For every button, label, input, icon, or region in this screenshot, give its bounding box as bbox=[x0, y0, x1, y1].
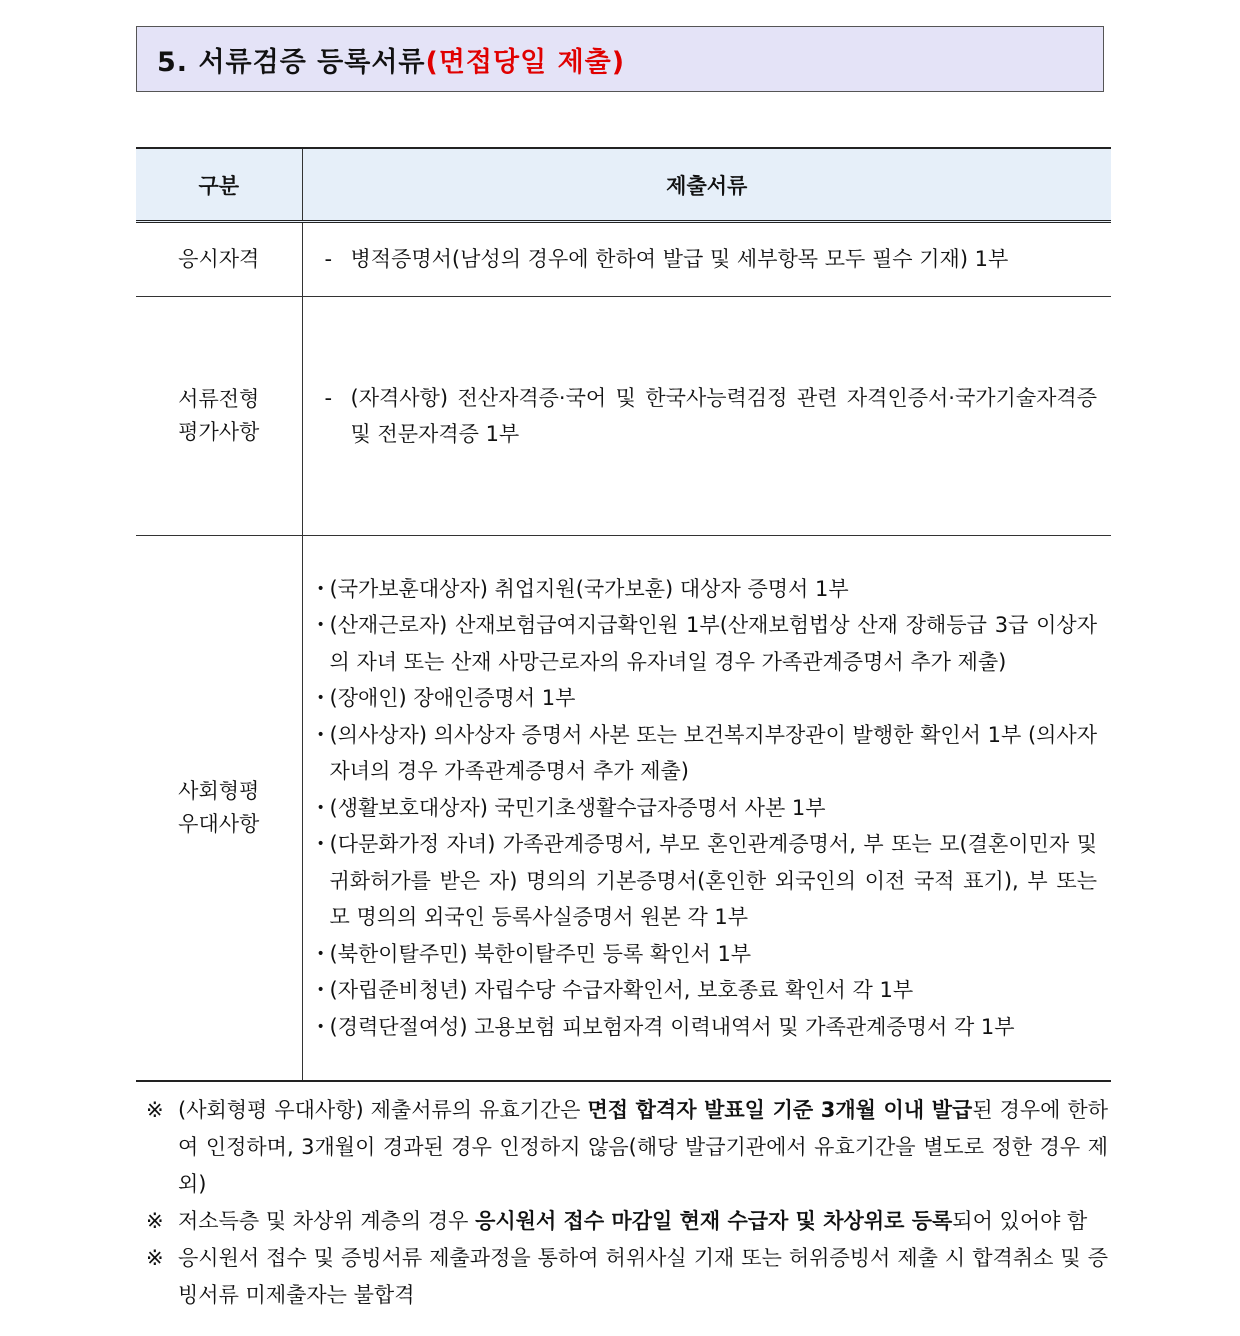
row-category: 사회형평 우대사항 bbox=[136, 536, 302, 1081]
row-category: 서류전형 평가사항 bbox=[136, 297, 302, 536]
row-category: 응시자격 bbox=[136, 222, 302, 297]
bullet-icon: • bbox=[316, 726, 325, 743]
list-item: • (다문화가정 자녀) 가족관계증명서, 부모 혼인관계증명서, 부 또는 모(결혼이민자 및 귀화허가를 받은 자) 명의의 기본증명서(혼인한 외국인의 이전 국적 표기), 부 또는 모 명의의 외국인 등록사실증명서 원본 각 1부 bbox=[317, 826, 1098, 936]
reference-mark-icon: ※ bbox=[146, 1209, 164, 1233]
list-item: - (자격사항) 전산자격증·국어 및 한국사능력검정 관련 자격인증서·국가기술자격증 및 전문자격증 1부 bbox=[324, 385, 1097, 446]
header-documents: 제출서류 bbox=[302, 148, 1111, 222]
row-content bbox=[302, 222, 1111, 297]
reference-mark-icon: ※ bbox=[146, 1246, 164, 1270]
note-1: ※ (사회형평 우대사항) 제출서류의 유효기간은 면접 합격자 발표일 기준 3개월 이내 발급된 경우에 한하여 인정하며, 3개월이 경과된 경우 인정하지 않음(해당 발급기관에서 유효기간을 별도로 정한 경우 제외) bbox=[146, 1092, 1108, 1203]
header-category: 구분 bbox=[136, 148, 302, 222]
list-item: • (생활보호대상자) 국민기초생활수급자증명서 사본 1부 bbox=[317, 790, 1098, 827]
section-title-main: 5. 서류검증 등록서류 bbox=[157, 46, 426, 78]
bullet-icon: • bbox=[316, 1018, 325, 1035]
documents-table bbox=[136, 147, 1111, 1082]
bullet-icon: • bbox=[316, 836, 325, 852]
note-3: ※ 응시원서 접수 및 증빙서류 제출과정을 통하여 허위사실 기재 또는 허위증빙서 제출 시 합격취소 및 증빙서류 미제출자는 불합격 bbox=[146, 1240, 1108, 1314]
list-item: • (자립준비청년) 자립수당 수급자확인서, 보호종료 확인서 각 1부 bbox=[317, 972, 1098, 1009]
list-item: • (경력단절여성) 고용보험 피보험자격 이력내역서 및 가족관계증명서 각 1부 bbox=[317, 1009, 1098, 1046]
bullet-icon: • bbox=[316, 799, 325, 816]
list-item: • (북한이탈주민) 북한이탈주민 등록 확인서 1부 bbox=[317, 936, 1098, 973]
bullet-icon: • bbox=[316, 617, 325, 633]
reference-mark-icon: ※ bbox=[146, 1098, 164, 1122]
bullet-icon: • bbox=[316, 690, 325, 706]
bullet-icon: • bbox=[316, 945, 325, 962]
preference-list bbox=[317, 571, 1098, 1046]
list-item: • (국가보훈대상자) 취업지원(국가보훈) 대상자 증명서 1부 bbox=[317, 571, 1098, 608]
row-content bbox=[302, 297, 1111, 536]
section-title bbox=[136, 26, 1104, 92]
notes bbox=[146, 1092, 1108, 1314]
note-2: ※ 저소득층 및 차상위 계층의 경우 응시원서 접수 마감일 현재 수급자 및 차상위로 등록되어 있어야 함 bbox=[146, 1203, 1108, 1240]
bullet-icon: • bbox=[316, 982, 325, 998]
row-content bbox=[302, 536, 1111, 1081]
list-item: - 병적증명서(남성의 경우에 한하여 발급 및 세부항목 모두 필수 기재) 1부 bbox=[324, 247, 1009, 272]
list-item: • (산재근로자) 산재보험급여지급확인원 1부(산재보험법상 산재 장해등급 3급 이상자의 자녀 또는 산재 사망근로자의 유자녀일 경우 가족관계증명서 추가 제출) bbox=[317, 607, 1098, 680]
table-header-row bbox=[136, 148, 1111, 222]
table-row bbox=[136, 536, 1111, 1081]
bullet-icon: • bbox=[316, 580, 325, 597]
section-title-highlight: (면접당일 제출) bbox=[425, 46, 626, 78]
list-item: • (의사상자) 의사상자 증명서 사본 또는 보건복지부장관이 발행한 확인서 1부 (의사자 자녀의 경우 가족관계증명서 추가 제출) bbox=[317, 717, 1098, 790]
table-row bbox=[136, 222, 1111, 297]
table-row bbox=[136, 297, 1111, 536]
list-item: • (장애인) 장애인증명서 1부 bbox=[317, 680, 1098, 717]
